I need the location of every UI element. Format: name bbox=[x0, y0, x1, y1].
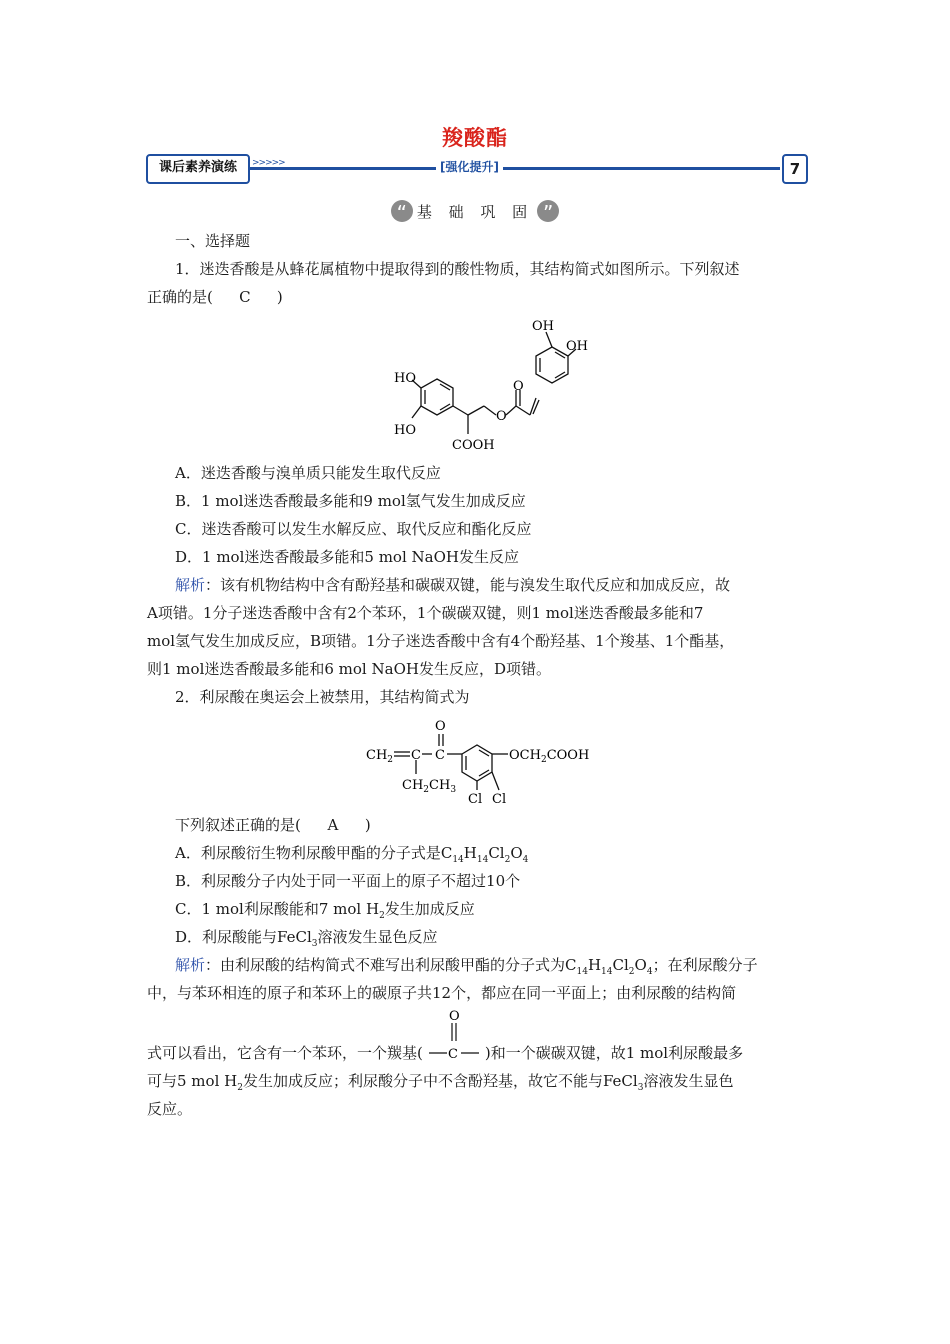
q2-ch2-text: CH bbox=[366, 748, 388, 763]
q2-an1-post: ；在利尿酸分子 bbox=[652, 956, 758, 974]
ho-label-2: HO bbox=[394, 423, 416, 438]
q2-optd-sub: 3 bbox=[311, 939, 318, 949]
q2-optc-text: C．1 mol利尿酸能和7 mol H bbox=[175, 900, 380, 918]
q2-an1-sub3: 2 bbox=[628, 967, 635, 977]
q2-an4-mid: 发生加成反应；利尿酸分子中不含酚羟基，故它不能与FeCl bbox=[242, 1072, 638, 1090]
q2-optc-post: 发生加成反应 bbox=[384, 900, 475, 918]
q1-option-c: C．迷迭香酸可以发生水解反应、取代反应和酯化反应 bbox=[175, 520, 532, 538]
q2-option-d bbox=[175, 927, 807, 954]
q2-an4-post: 溶液发生显色 bbox=[643, 1072, 734, 1090]
q1-analysis-label: 解析 bbox=[175, 576, 206, 594]
q2-c1-label: C bbox=[411, 748, 421, 763]
q2-analysis-line4 bbox=[147, 1071, 807, 1098]
q2-an3-post: )和一个碳碳双键，故1 mol利尿酸最多 bbox=[484, 1044, 744, 1062]
q2-an1-h: H bbox=[587, 956, 602, 974]
q2-an1-sub1: 14 bbox=[576, 967, 588, 977]
q2-ch2-sub: 2 bbox=[387, 755, 394, 765]
q1-option-b: B．1 mol迷迭香酸最多能和9 mol氢气发生加成反应 bbox=[175, 492, 526, 510]
q2-answer: A bbox=[327, 816, 339, 834]
q2-an1-text: ：由利尿酸的结构简式不难写出利尿酸甲酯的分子式为C bbox=[205, 956, 577, 974]
ester-o-label: O bbox=[496, 409, 507, 424]
q2-opta-o: O bbox=[510, 844, 523, 862]
oh-label-2: OH bbox=[566, 339, 588, 354]
q2-ask bbox=[175, 815, 807, 835]
q2-analysis-line2: 中，与苯环相连的原子和苯环上的碳原子共12个，都应在同一平面上；由利尿酸的结构简 bbox=[147, 984, 737, 1002]
q2-analysis-line1 bbox=[175, 955, 807, 982]
q1-answer: C bbox=[239, 288, 251, 306]
q2-ch2-label bbox=[366, 748, 393, 765]
q2-och2-text: OCH bbox=[509, 748, 541, 763]
carbonyl-svg bbox=[423, 1007, 485, 1063]
section-banner bbox=[146, 154, 806, 182]
q2-cl2-label: Cl bbox=[492, 792, 507, 807]
q1-stem-line1: 1．迷迭香酸是从蜂花属植物中提取得到的酸性物质，其结构简式如图所示。下列叙述 bbox=[175, 260, 740, 278]
q1-structure-diagram bbox=[390, 314, 600, 456]
q2-stem: 2．利尿酸在奥运会上被禁用，其结构简式为 bbox=[175, 688, 470, 706]
q2-ethyl-sub1: 2 bbox=[423, 785, 430, 795]
q2-cooh-text: COOH bbox=[546, 748, 590, 763]
q2-ethyl-text1: CH bbox=[402, 778, 424, 793]
q2-an1-sub4: 4 bbox=[646, 967, 653, 977]
q2-an1-o: O bbox=[634, 956, 647, 974]
banner-line bbox=[250, 167, 780, 170]
q2-ethyl-sub2: 3 bbox=[450, 785, 457, 795]
q2-opta-cl: Cl bbox=[488, 844, 505, 862]
q2-opta-sub4: 4 bbox=[522, 855, 529, 865]
q2-c2-label: C bbox=[435, 748, 445, 763]
q2-structure-diagram bbox=[362, 712, 632, 808]
q2-cl1-label: Cl bbox=[468, 792, 483, 807]
q2-optd-text: D．利尿酸能与FeCl bbox=[175, 928, 312, 946]
q2-optd-post: 溶液发生显色反应 bbox=[317, 928, 438, 946]
q2-ask-prefix: 下列叙述正确的是( bbox=[175, 816, 301, 834]
q2-och2cooh-label bbox=[509, 748, 589, 765]
q2-ethyl-label bbox=[402, 778, 456, 795]
section-title: 基 础 巩 固 bbox=[416, 202, 534, 221]
q2-opta-sub3: 2 bbox=[504, 855, 511, 865]
q2-an3-text: 式可以看出，它含有一个苯环，一个羰基( bbox=[147, 1044, 423, 1062]
q1-analysis-text1: ：该有机物结构中含有酚羟基和碳碳双键，能与溴发生取代反应和加成反应，故 bbox=[205, 576, 731, 594]
q2-analysis-label: 解析 bbox=[175, 956, 206, 974]
carbonyl-group-diagram bbox=[423, 1009, 485, 1063]
q1-analysis-line4: 则1 mol迷迭香酸最多能和6 mol NaOH发生反应，D项错。 bbox=[147, 660, 551, 678]
q2-an1-cl: Cl bbox=[612, 956, 629, 974]
q2-an4-text: 可与5 mol H bbox=[147, 1072, 238, 1090]
q2-opta-h: H bbox=[463, 844, 477, 862]
q2-analysis-line5: 反应。 bbox=[147, 1100, 193, 1118]
banner-label: 课后素养演练 bbox=[146, 154, 250, 184]
banner-arrows: >>>>> bbox=[252, 158, 285, 168]
q2-ask-suffix: ) bbox=[364, 816, 371, 834]
close-quote-icon: ” bbox=[537, 200, 559, 222]
section-heading bbox=[0, 200, 950, 225]
page-title: 羧酸酯 bbox=[442, 126, 508, 150]
cooh-label: COOH bbox=[452, 438, 495, 453]
banner-subtitle: [强化提升] bbox=[436, 158, 503, 175]
q1-analysis-line3: mol氢气发生加成反应，B项错。1分子迷迭香酸中含有4个酚羟基、1个羧基、1个酯基， bbox=[147, 632, 735, 650]
q2-o-label: O bbox=[435, 719, 446, 734]
q1-option-a: A．迷迭香酸与溴单质只能发生取代反应 bbox=[175, 464, 441, 482]
q1-option-d: D．1 mol迷迭香酸最多能和5 mol NaOH发生反应 bbox=[175, 548, 519, 566]
oh-label-1: OH bbox=[532, 319, 554, 334]
carbonyl-c: C bbox=[447, 1047, 458, 1062]
part-heading: 一、选择题 bbox=[175, 232, 251, 250]
open-quote-icon: “ bbox=[391, 200, 413, 222]
q2-opta-sub2: 14 bbox=[476, 855, 489, 865]
banner-number: 7 bbox=[782, 154, 808, 184]
q1-analysis-line1 bbox=[175, 575, 807, 595]
q2-opta-sub1: 14 bbox=[452, 855, 464, 865]
q2-optc-sub: 2 bbox=[379, 911, 385, 921]
q2-option-b: B．利尿酸分子内处于同一平面上的原子不超过10个 bbox=[175, 872, 521, 890]
q1-stem-prefix: 正确的是( bbox=[147, 288, 213, 306]
q2-an4-sub: 2 bbox=[237, 1083, 243, 1093]
q1-stem-suffix: ) bbox=[276, 288, 283, 306]
q1-analysis-line2: A项错。1分子迷迭香酸中含有2个苯环，1个碳碳双键，则1 mol迷迭香酸最多能和7 bbox=[147, 604, 704, 622]
q2-an1-sub2: 14 bbox=[601, 967, 613, 977]
q1-stem-line2 bbox=[147, 287, 807, 307]
carbonyl-o: O bbox=[448, 1009, 460, 1024]
q2-option-c bbox=[175, 899, 807, 926]
q2-ethyl-text2: CH bbox=[429, 778, 451, 793]
q2-an4-sub2: 3 bbox=[637, 1083, 644, 1093]
q2-och2-sub: 2 bbox=[540, 755, 547, 765]
q2-analysis-line3 bbox=[147, 1009, 807, 1063]
q2-opta-text: A．利尿酸衍生物利尿酸甲酯的分子式是C bbox=[175, 844, 453, 862]
carbonyl-o-label: O bbox=[513, 379, 524, 394]
ho-label-1: HO bbox=[394, 371, 416, 386]
q2-option-a bbox=[175, 843, 807, 870]
